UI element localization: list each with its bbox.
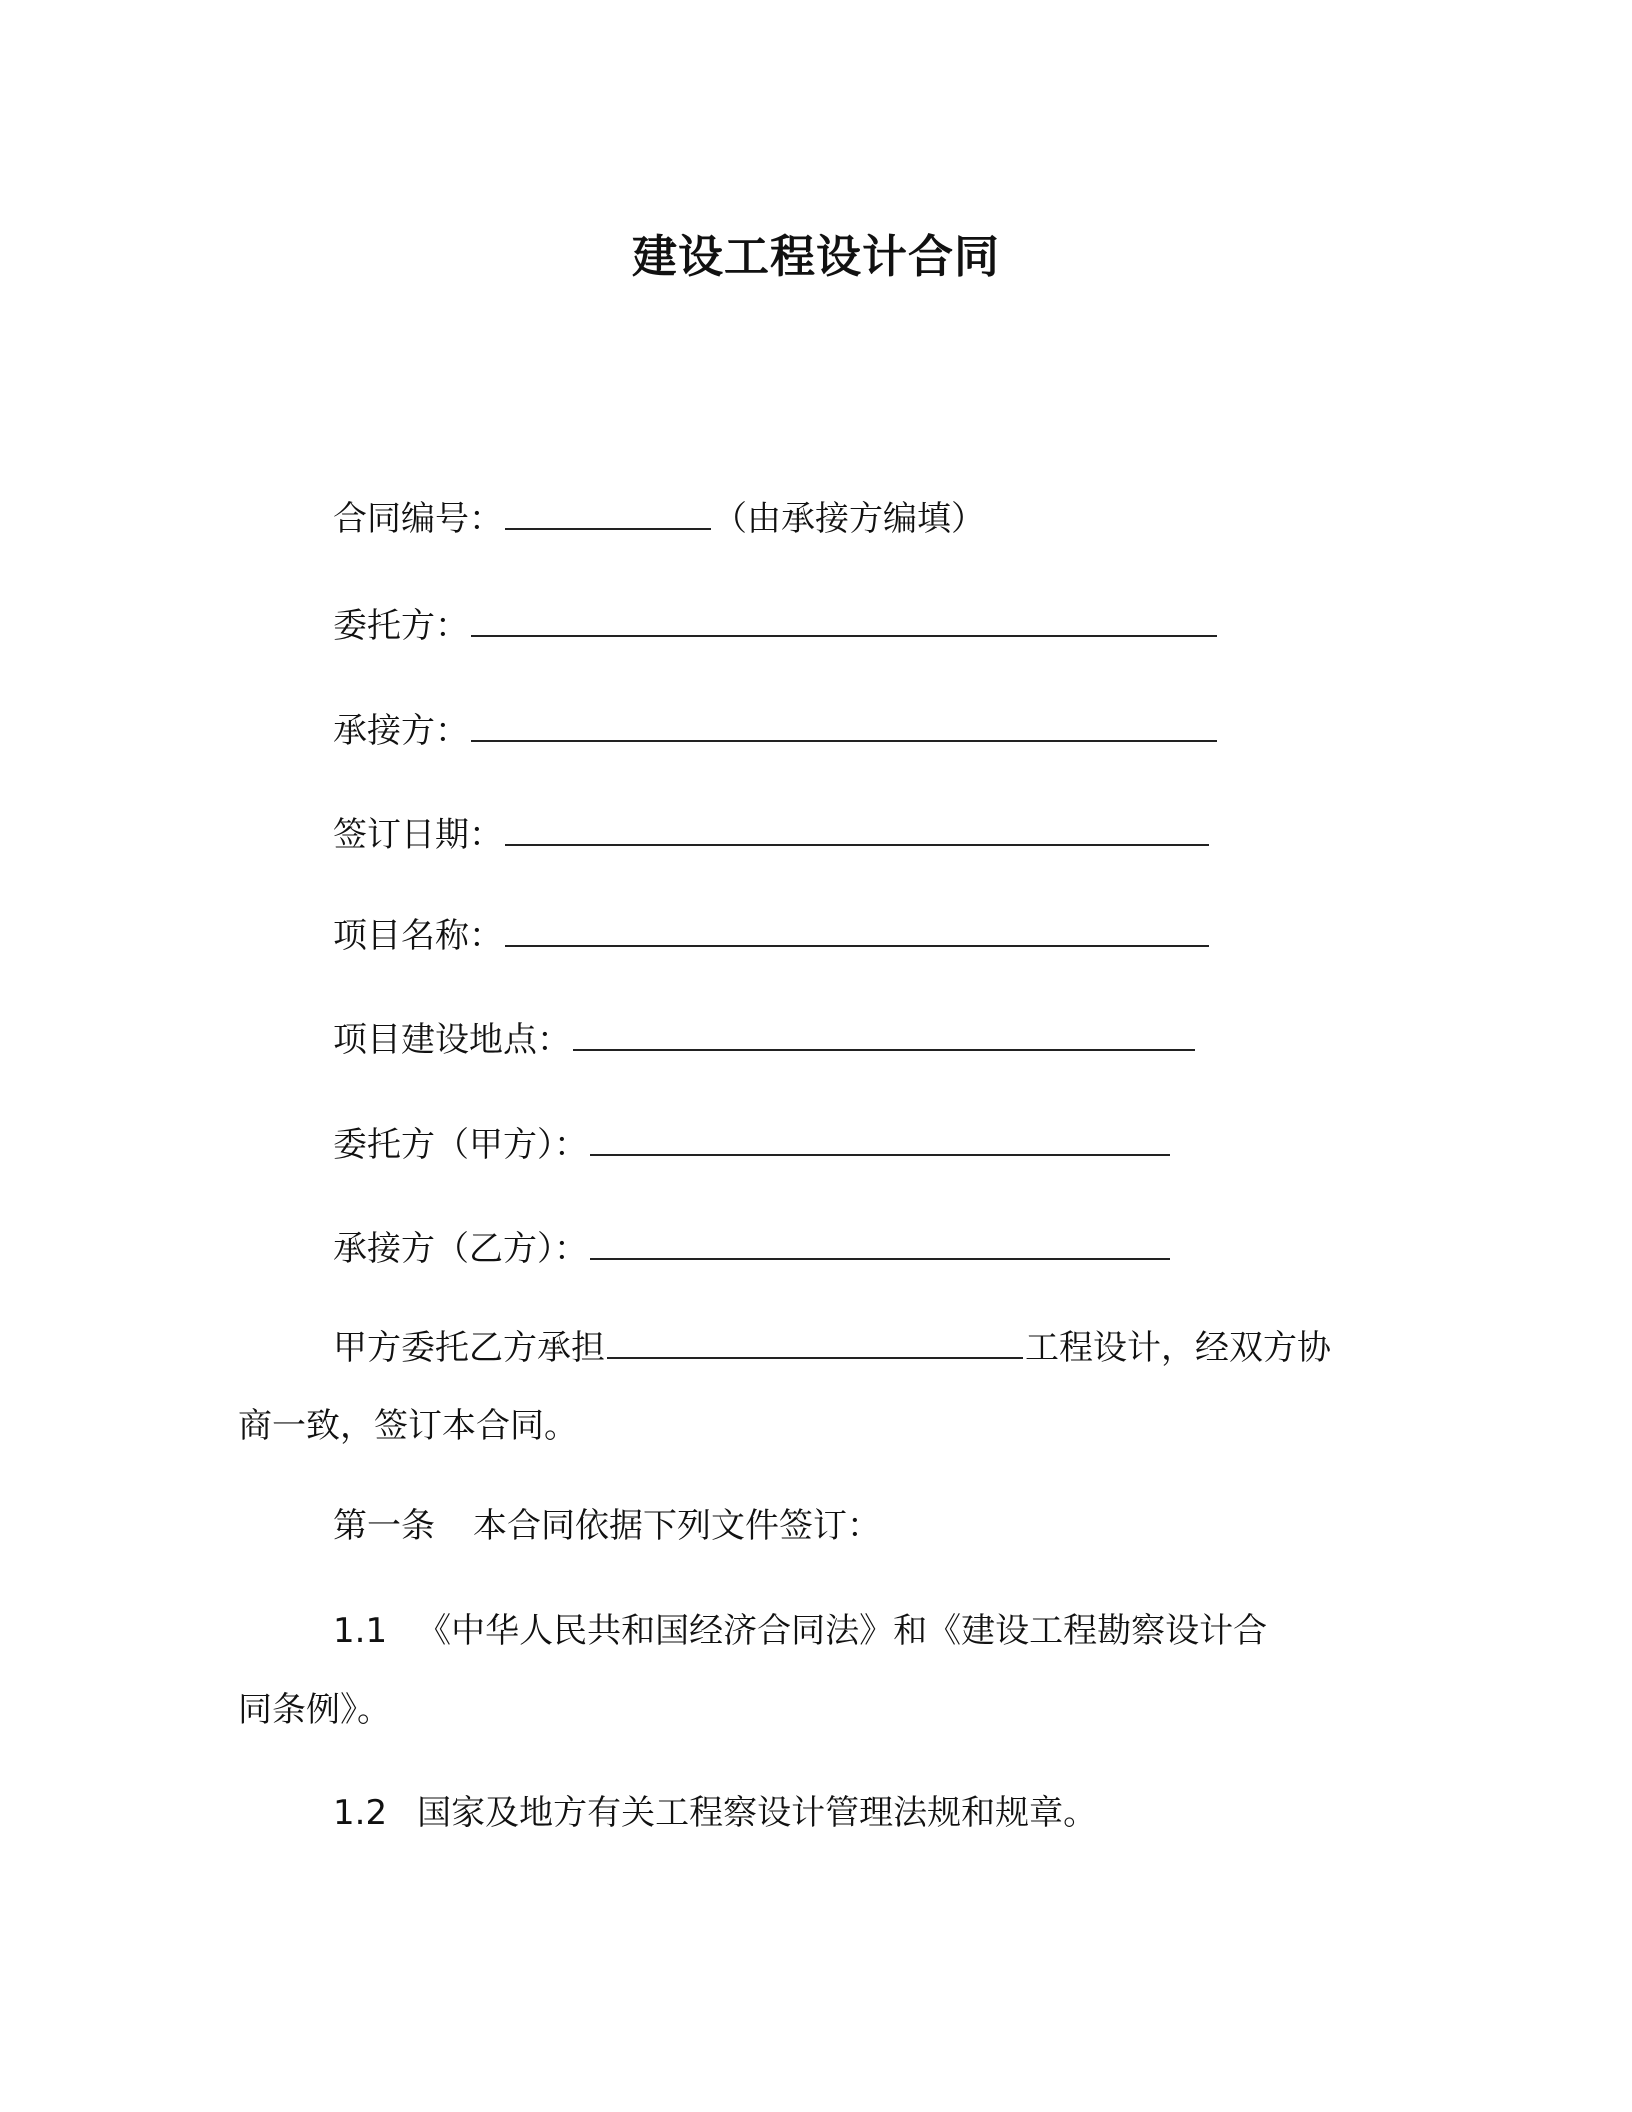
project-name-blank[interactable] <box>505 915 1209 947</box>
project-name-label: 项目名称： <box>333 916 503 956</box>
party-a-label: 委托方（甲方）： <box>333 1125 588 1165</box>
clause-1-1-continued <box>238 1687 391 1733</box>
contractor-blank[interactable] <box>471 710 1217 742</box>
contract-number-note: （由承接方编填） <box>713 499 985 539</box>
clause-1-1-text-a: 《中华人民共和国经济合同法》和《建设工程勘察设计合 <box>417 1611 1268 1651</box>
intro-line-1 <box>333 1325 1331 1371</box>
contract-number-blank[interactable] <box>505 498 711 530</box>
contractor-label: 承接方： <box>333 711 469 751</box>
client-label: 委托方： <box>333 606 469 646</box>
intro-line-2 <box>238 1403 578 1449</box>
project-site-blank[interactable] <box>573 1019 1195 1051</box>
intro-part1: 甲方委托乙方承担 <box>333 1328 605 1368</box>
clause-1-2-number: 1.2 <box>333 1793 388 1833</box>
article-1-row <box>333 1503 881 1549</box>
article-1-heading: 第一条 <box>333 1506 435 1546</box>
clause-1-2-row <box>333 1790 1097 1836</box>
sign-date-label: 签订日期： <box>333 815 503 855</box>
party-b-row <box>333 1226 1172 1272</box>
sign-date-row <box>333 812 1211 858</box>
party-a-blank[interactable] <box>590 1124 1170 1156</box>
intro-part2: 工程设计，经双方协 <box>1025 1328 1331 1368</box>
clause-1-1-row <box>333 1608 1267 1654</box>
clause-1-2-text: 国家及地方有关工程察设计管理法规和规章。 <box>417 1793 1098 1833</box>
project-site-row <box>333 1017 1197 1063</box>
clause-1-1-text-b: 同条例》。 <box>238 1690 391 1730</box>
client-row <box>333 603 1219 649</box>
contractor-row <box>333 708 1219 754</box>
project-name-row <box>333 913 1211 959</box>
project-site-label: 项目建设地点： <box>333 1020 571 1060</box>
project-scope-blank[interactable] <box>607 1327 1023 1359</box>
party-b-label: 承接方（乙方）： <box>333 1229 588 1269</box>
contract-number-label: 合同编号： <box>333 499 503 539</box>
intro-part3: 商一致，签订本合同。 <box>238 1406 578 1446</box>
contract-number-row <box>333 496 985 542</box>
client-blank[interactable] <box>471 605 1217 637</box>
party-b-blank[interactable] <box>590 1228 1170 1260</box>
clause-1-1-number: 1.1 <box>333 1611 388 1651</box>
sign-date-blank[interactable] <box>505 814 1209 846</box>
party-a-row <box>333 1122 1172 1168</box>
article-1-text: 本合同依据下列文件签订： <box>473 1506 881 1546</box>
document-title: 建设工程设计合同 <box>631 230 1000 283</box>
